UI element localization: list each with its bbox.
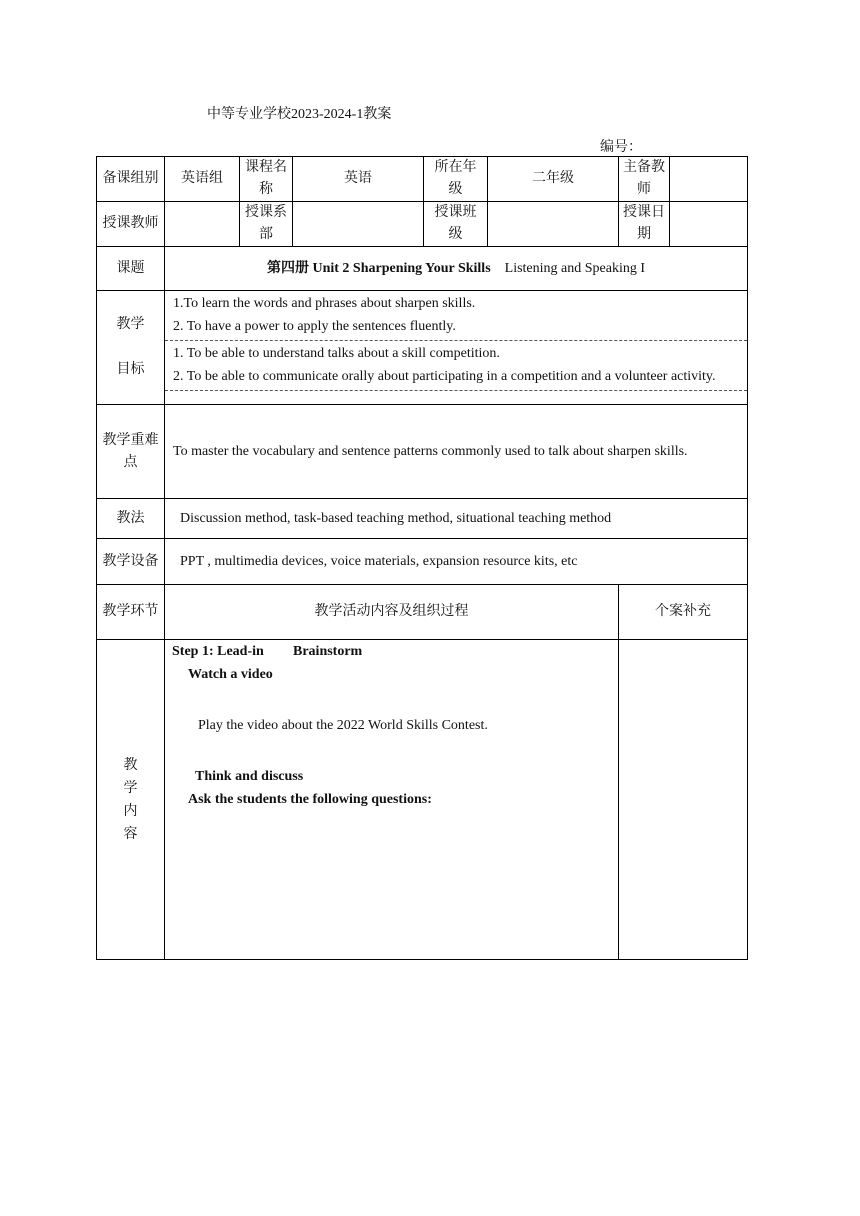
ask-questions-text: Ask the students the following questions: <box>188 792 432 807</box>
teacher-value <box>670 157 748 202</box>
objective-item: 1.To learn the words and phrases about sharpen skills. <box>173 296 476 311</box>
date-value <box>670 202 748 247</box>
group-value: 英语组 <box>165 157 240 202</box>
topic-row <box>97 247 748 291</box>
objectives-label-bottom: 目标 <box>116 362 145 377</box>
key-points-row <box>97 405 748 499</box>
step1-sub: Brainstorm <box>293 644 363 659</box>
step1-label: Step 1: Lead-in <box>172 644 264 659</box>
topic-unit: 第四册 Unit 2 Sharpening Your Skills <box>266 260 491 276</box>
content-label-char: 学 <box>123 780 138 796</box>
topic-label: 课题 <box>97 247 165 291</box>
content-label-char: 教 <box>123 757 138 773</box>
activities-header: 教学活动内容及组织过程 <box>165 585 619 640</box>
department-label: 授课系部 <box>240 202 293 247</box>
lesson-plan-table <box>96 156 748 960</box>
key-points-label: 教学重难点 <box>97 405 165 499</box>
grade-label: 所在年级 <box>424 157 488 202</box>
supplement-content <box>619 640 748 960</box>
supplement-header: 个案补充 <box>619 585 748 640</box>
group-label: 备课组别 <box>97 157 165 202</box>
page-title: 中等专业学校2023-2024-1教案 <box>207 107 392 122</box>
date-label: 授课日期 <box>619 202 670 247</box>
equipment-text: PPT , multimedia devices, voice materials, expansion resource kits, etc <box>165 539 748 585</box>
content-label-char: 容 <box>123 826 138 842</box>
stage-row <box>97 585 748 640</box>
equipment-label: 教学设备 <box>97 539 165 585</box>
topic-section: Listening and Speaking I <box>504 260 646 276</box>
instructor-label: 授课教师 <box>97 202 165 247</box>
key-points-text: To master the vocabulary and sentence patterns commonly used to talk about sharpen skills. <box>165 405 748 499</box>
objectives-label-top: 教学 <box>116 317 145 332</box>
instructor-value <box>165 202 240 247</box>
content-row <box>97 640 748 960</box>
objectives-content <box>165 291 748 405</box>
document-number-label: 编号： <box>600 140 642 155</box>
objectives-knowledge <box>165 291 747 341</box>
objective-item: 1. To be able to understand talks about a skill competition. <box>173 346 500 361</box>
teacher-label: 主备教师 <box>619 157 670 202</box>
objectives-skills <box>165 341 747 391</box>
info-row-1 <box>97 157 748 202</box>
method-label: 教法 <box>97 499 165 539</box>
objectives-row <box>97 291 748 405</box>
class-value <box>488 202 619 247</box>
objective-item: 2. To have a power to apply the sentences fluently. <box>173 318 456 334</box>
objectives-label <box>97 291 165 405</box>
activities-content <box>165 640 619 960</box>
topic-value <box>165 247 748 291</box>
think-discuss-heading: Think and discuss <box>195 769 304 784</box>
method-text: Discussion method, task-based teaching method, situational teaching method <box>165 499 748 539</box>
watch-video-heading: Watch a video <box>188 667 273 682</box>
course-value: 英语 <box>293 157 424 202</box>
info-row-2 <box>97 202 748 247</box>
class-label: 授课班级 <box>424 202 488 247</box>
objective-item: 2. To be able to communicate orally about participating in a competition and a volunteer activity. <box>173 368 716 384</box>
department-value <box>293 202 424 247</box>
play-video-text: Play the video about the 2022 World Skills Contest. <box>198 718 488 733</box>
method-row <box>97 499 748 539</box>
course-label: 课程名称 <box>240 157 293 202</box>
grade-value: 二年级 <box>488 157 619 202</box>
content-label-char: 内 <box>123 803 138 819</box>
stage-label: 教学环节 <box>97 585 165 640</box>
equipment-row <box>97 539 748 585</box>
content-label <box>97 640 165 960</box>
